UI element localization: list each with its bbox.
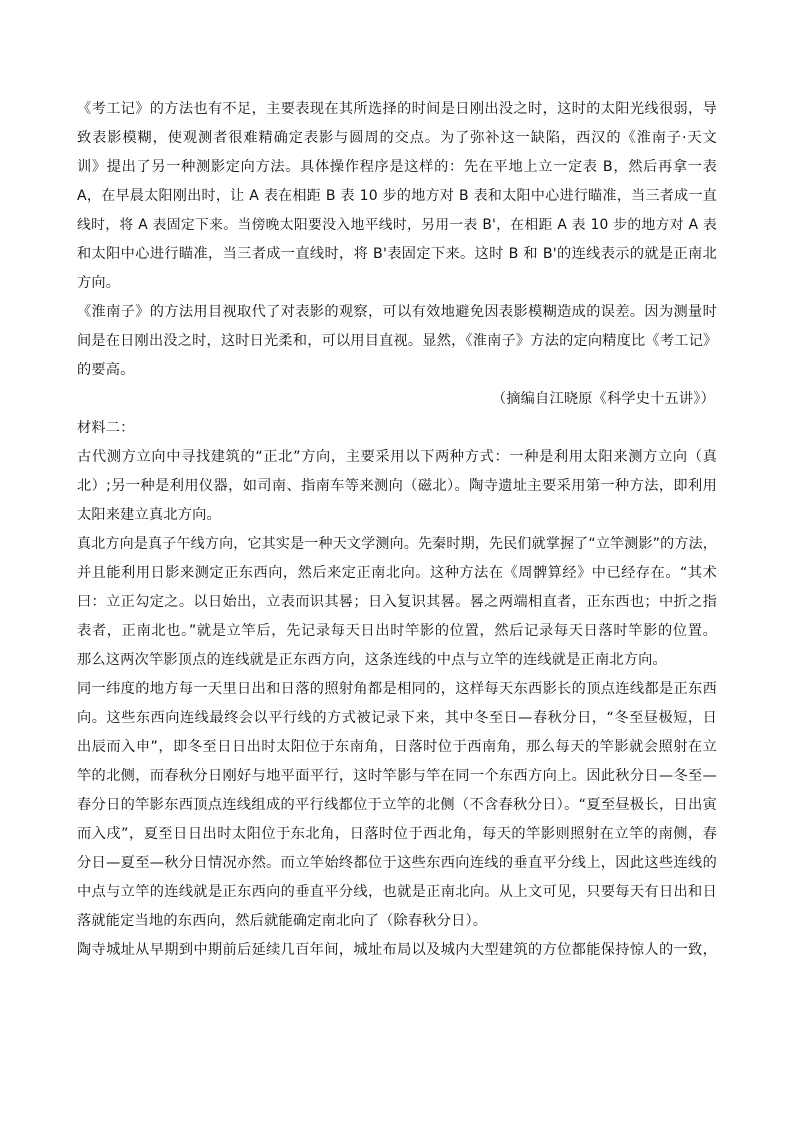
- paragraph-line: 竿的北侧，而春秋分日刚好与地平面平行，这时竿影与竿在同一个东西方向上。因此秋分日—冬至—: [77, 768, 717, 784]
- paragraph-line: 同一纬度的地方每一天里日出和日落的照射角都是相同的，这样每天东西影长的顶点连线都是正东西: [77, 681, 717, 697]
- paragraph-line: 表者，正南北也。”就是立竿后，先记录每天日出时竿影的位置，然后记录每天日落时竿影的位置。: [77, 623, 717, 639]
- paragraph-line: 落就能定当地的东西向，然后就能确定南北向了（除春秋分日）。: [77, 913, 488, 929]
- paragraph-line: 《淮南子》的方法用目视取代了对表影的观察，可以有效地避免因表影模糊造成的误差。因为测量时: [77, 304, 717, 320]
- paragraph-line: 太阳来建立真北方向。: [77, 507, 221, 523]
- paragraph-line: 并且能利用日影来测定正东西向，然后来定正南北向。这种方法在《周髀算经》中已经存在。“其术: [77, 565, 717, 581]
- paragraph-line: 北）;另一种是利用仪器，如司南、指南车等来测向（磁北）。陶寺遗址主要采用第一种方法，即利用: [77, 478, 717, 494]
- paragraph-line: A，在早晨太阳刚出时，让 A 表在相距 B 表 10 步的地方对 B 表和太阳中心进行瞄准，当三者成一直: [77, 188, 717, 204]
- paragraph-line: 和太阳中心进行瞄准，当三者成一直线时，将 B'表固定下来。这时 B 和 B'的连线表示的就是正南北: [77, 246, 717, 262]
- paragraph-line: 线时，将 A 表固定下来。当傍晚太阳要没入地平线时，另用一表 B'，在相距 A 表 10 步的地方对 A 表: [77, 217, 717, 233]
- paragraph-line: 陶寺城址从早期到中期前后延续几百年间，城址布局以及城内大型建筑的方位都能保持惊人的一致，: [77, 942, 717, 958]
- section-heading: 材料二：: [77, 420, 135, 436]
- paragraph-line: 向。这些东西向连线最终会以平行线的方式被记录下来，其中冬至日—春秋分日，“冬至昼极短，日: [77, 710, 717, 726]
- paragraph-line: 致表影模糊，使观测者很难精确定表影与圆周的交点。为了弥补这一缺陷，西汉的《淮南子·天文: [77, 130, 717, 146]
- paragraph-line: 间是在日刚出没之时，这时日光柔和，可以用目直视。显然，《淮南子》方法的定向精度比《考工记》: [77, 333, 718, 349]
- paragraph-line: 而入戌”，夏至日日出时太阳位于东北角，日落时位于西北角，每天的竿影则照射在立竿的南侧，春: [77, 826, 717, 842]
- paragraph-line: 出辰而入申”，即冬至日日出时太阳位于东南角，日落时位于西南角，那么每天的竿影就会照射在立: [77, 739, 717, 755]
- paragraph-line: 古代测方立向中寻找建筑的“正北”方向，主要采用以下两种方式：一种是利用太阳来测方立向（真: [77, 449, 717, 465]
- paragraph-line: 方向。: [77, 275, 121, 291]
- paragraph-line: 训》提出了另一种测影定向方法。具体操作程序是这样的：先在平地上立一定表 B，然后再拿一表: [77, 159, 717, 175]
- paragraph-line: 那么这两次竿影顶点的连线就是正东西方向，这条连线的中点与立竿的连线就是正南北方向。: [77, 652, 667, 668]
- paragraph-line: 分日—夏至—秋分日情况亦然。而立竿始终都位于这些东西向连线的垂直平分线上，因此这些连线的: [77, 855, 717, 871]
- paragraph-line: 中点与立竿的连线就是正东西向的垂直平分线，也就是正南北向。从上文可见，只要每天有日出和日: [77, 884, 717, 900]
- paragraph-line: 曰：立正勾定之。以日始出，立表而识其晷；日入复识其晷。晷之两端相直者，正东西也；中折之指: [77, 594, 717, 610]
- paragraph-line: 真北方向是真子午线方向，它其实是一种天文学测向。先秦时期，先民们就掌握了“立竿测影”的方法，: [77, 536, 717, 552]
- source-citation: （摘编自江晓原《科学史十五讲》）: [491, 391, 715, 407]
- paragraph-line: 的要高。: [77, 362, 135, 378]
- paragraph-line: 《考工记》的方法也有不足，主要表现在其所选择的时间是日刚出没之时，这时的太阳光线很弱，导: [77, 101, 717, 117]
- paragraph-line: 春分日的竿影东西顶点连线组成的平行线都位于立竿的北侧（不含春秋分日）。“夏至昼极长，日出寅: [77, 797, 717, 813]
